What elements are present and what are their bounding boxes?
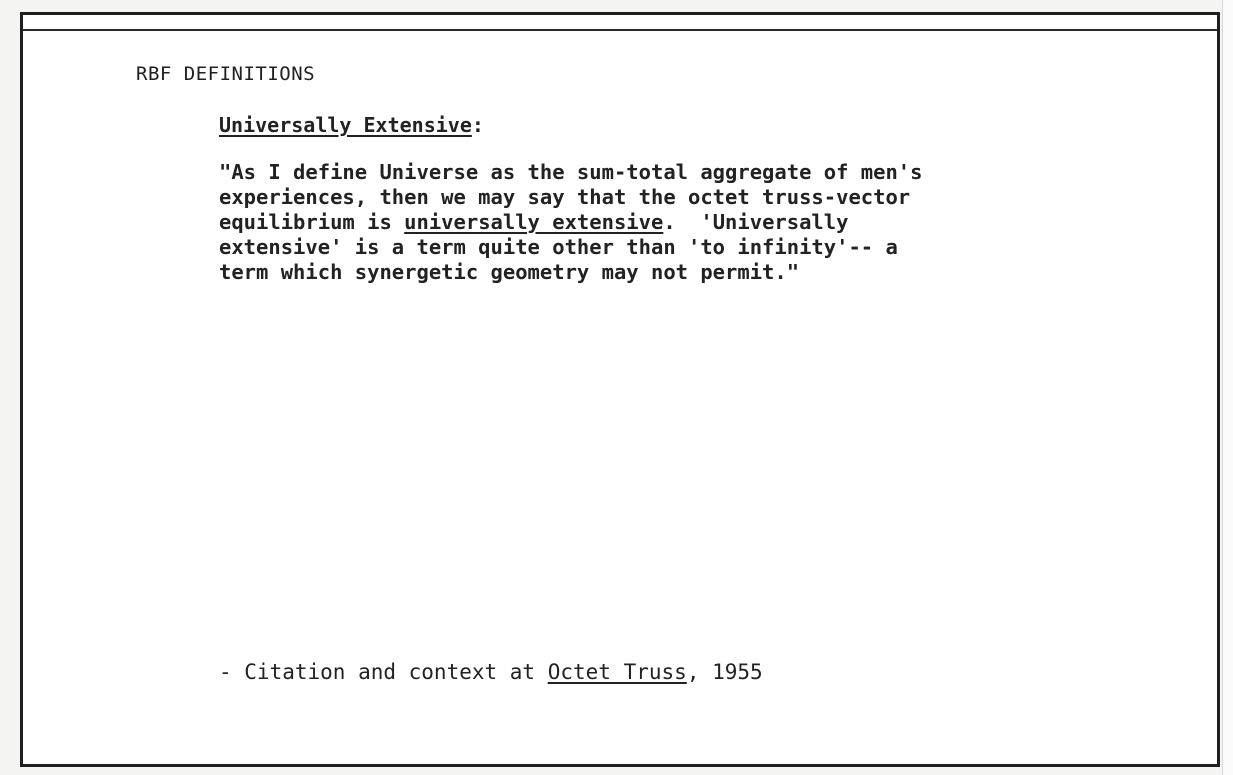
citation-suffix: , 1955 <box>686 660 763 684</box>
quote-line-5: term which synergetic geometry may not permit." <box>219 260 800 284</box>
term-label: Universally Extensive <box>219 113 472 137</box>
card-top-rule <box>23 29 1217 31</box>
quote-line-2: experiences, then we may say that the octet truss-vector <box>219 185 911 209</box>
citation <box>219 660 763 684</box>
page-title: RBF DEFINITIONS <box>136 63 316 85</box>
quote-line-3-before: equilibrium is <box>219 210 405 234</box>
quote-line-3-after: . 'Universally <box>663 210 849 234</box>
definition-card <box>20 12 1220 767</box>
definition-term <box>219 113 484 137</box>
definition-quote <box>219 160 1059 285</box>
scan-edge <box>1222 0 1233 775</box>
citation-prefix: - Citation and context at <box>219 660 548 684</box>
term-suffix: : <box>471 113 484 137</box>
quote-line-1: "As I define Universe as the sum-total aggregate of men's <box>219 160 923 184</box>
quote-line-4: extensive' is a term quite other than 'to infinity'-- a <box>219 235 898 259</box>
quote-underlined-phrase: universally extensive <box>404 210 664 234</box>
citation-link-octet-truss[interactable]: Octet Truss <box>547 660 687 684</box>
